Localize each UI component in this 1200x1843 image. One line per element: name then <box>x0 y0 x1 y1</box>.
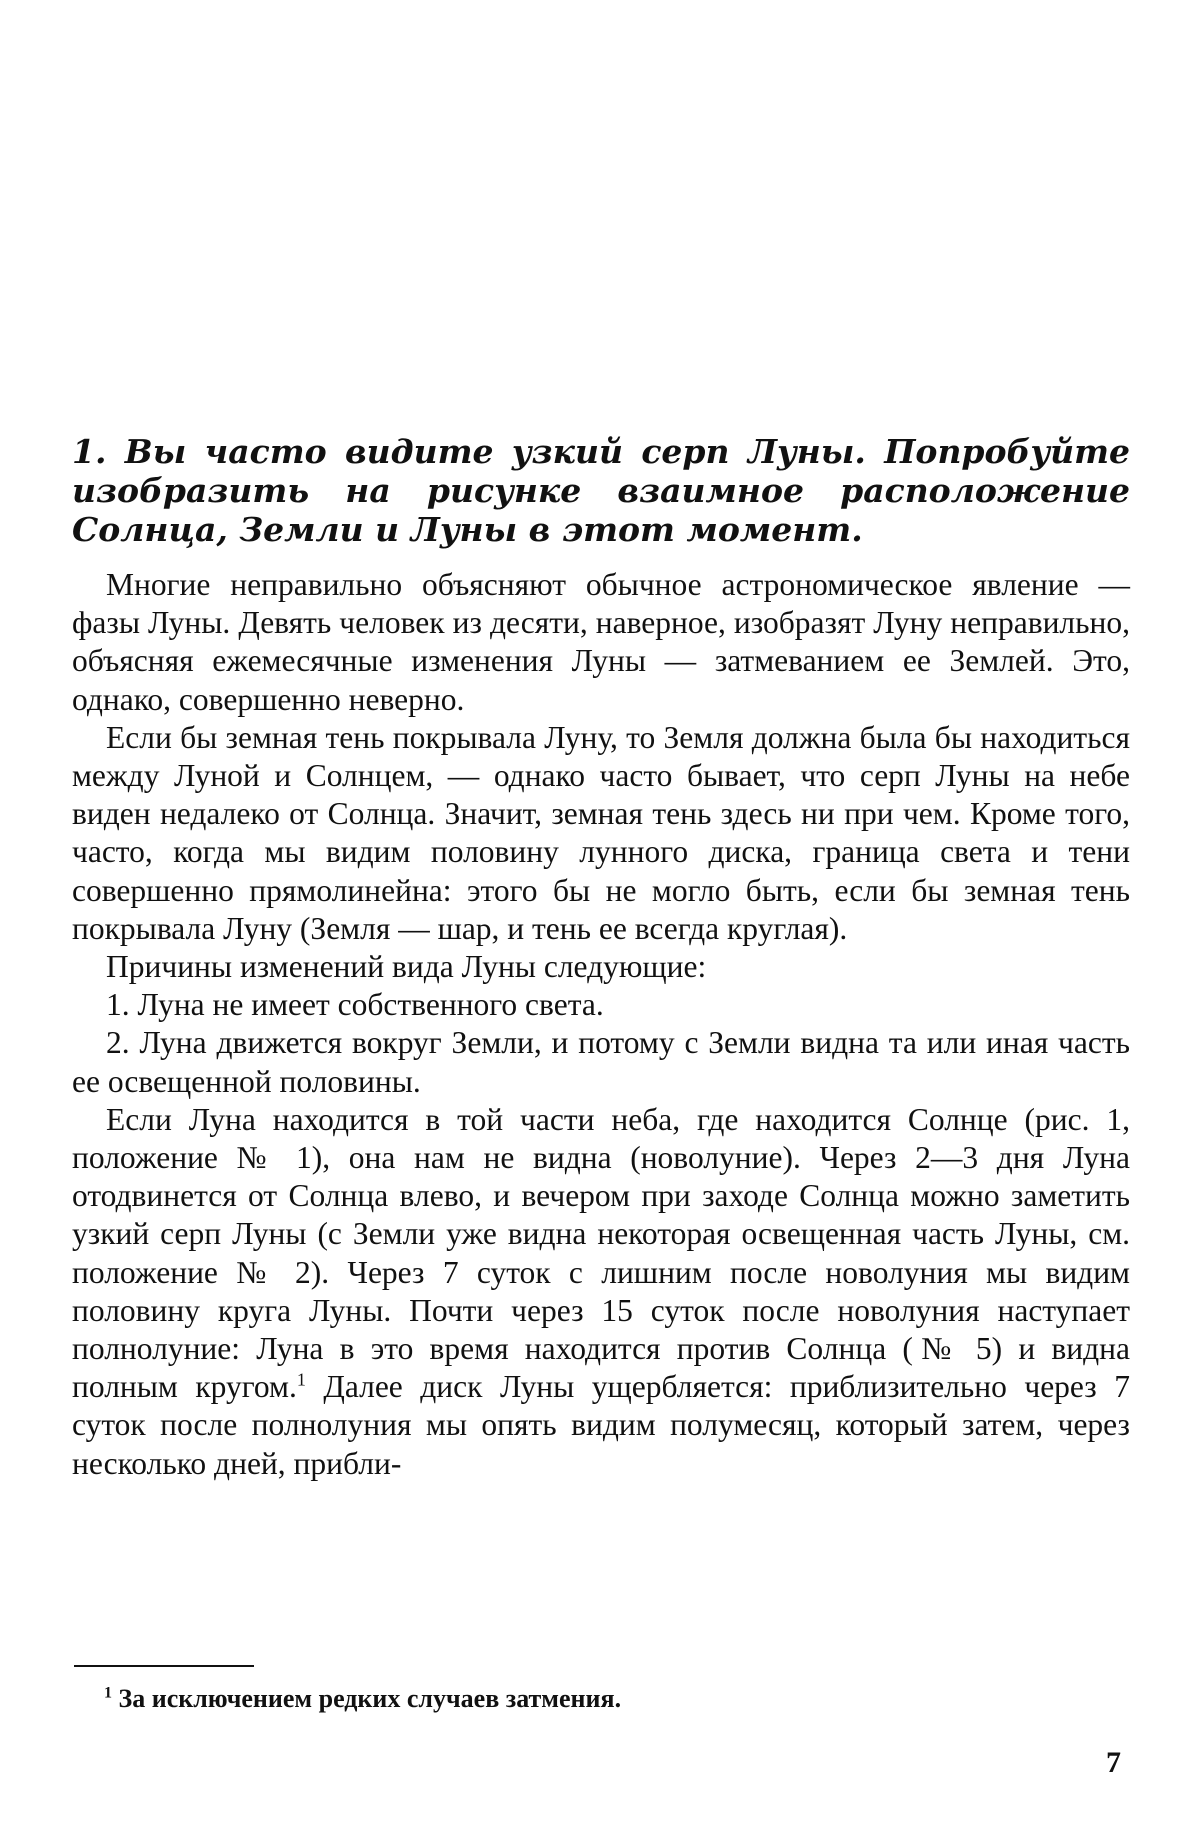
paragraph: Если бы земная тень покрывала Луну, то Земля должна была бы находиться между Луной и Солнцем, — однако часто бывает, что серп Луны на небе виден недалеко от Солнца. Значит, земная тень здесь ни при чем. Кроме того, часто, когда мы видим половину лунного диска, граница света и тени совершенно прямолинейна: этого бы не могло быть, если бы земная тень покрывала Луну (Земля — шар, и тень ее всегда круглая). <box>72 719 1130 946</box>
list-item: 1. Луна не имеет собственного света. <box>106 987 604 1023</box>
footnote-marker: 1 <box>104 1684 112 1702</box>
body-text <box>72 566 1130 1483</box>
footnote-text: За исключением редких случаев затмения. <box>112 1684 622 1713</box>
paragraph <box>72 1101 1130 1483</box>
footnote-separator <box>74 1665 254 1667</box>
question-heading: 1. Вы часто видите узкий серп Луны. Попробуйте изобразить на рисунке взаимное расположение Солнца, Земли и Луны в этот момент. <box>72 432 1130 549</box>
paragraph: Причины изменений вида Луны следующие: <box>106 949 707 985</box>
paragraph-text: Если Луна находится в той части неба, где находится Солнце (рис. 1, положение № 1), она нам не видна (новолуние). Через 2—3 дня Луна отодвинется от Солнца влево, и вечером при заходе Солнца можно заметить узкий серп Луны (с Земли уже видна некоторая освещенная часть Луны, см. положение № 2). Через 7 суток с лишним после новолуния мы видим половину круга Луны. Почти через 15 суток после новолуния наступает полнолуние: Луна в это время находится против Солнца (№ 5) и видна полным кругом. <box>72 1101 1130 1405</box>
footnote-reference: 1 <box>296 1369 306 1390</box>
list-item: 2. Луна движется вокруг Земли, и потому с Земли видна та или иная часть ее освещенной половины. <box>72 1025 1130 1099</box>
paragraph: Многие неправильно объясняют обычное астрономическое явление — фазы Луны. Девять человек из десяти, наверное, изобразят Луну неправильно, объясняя ежемесячные изменения Луны — затмеванием ее Землей. Это, однако, совершенно неверно. <box>72 567 1130 717</box>
footnote <box>104 1683 1104 1715</box>
page-number: 7 <box>1106 1746 1121 1779</box>
paragraph-text-continued: Далее диск Луны ущербляется: приблизительно через 7 суток после полнолуния мы опять видим полумесяц, который затем, через несколько дней, прибли- <box>72 1369 1130 1481</box>
